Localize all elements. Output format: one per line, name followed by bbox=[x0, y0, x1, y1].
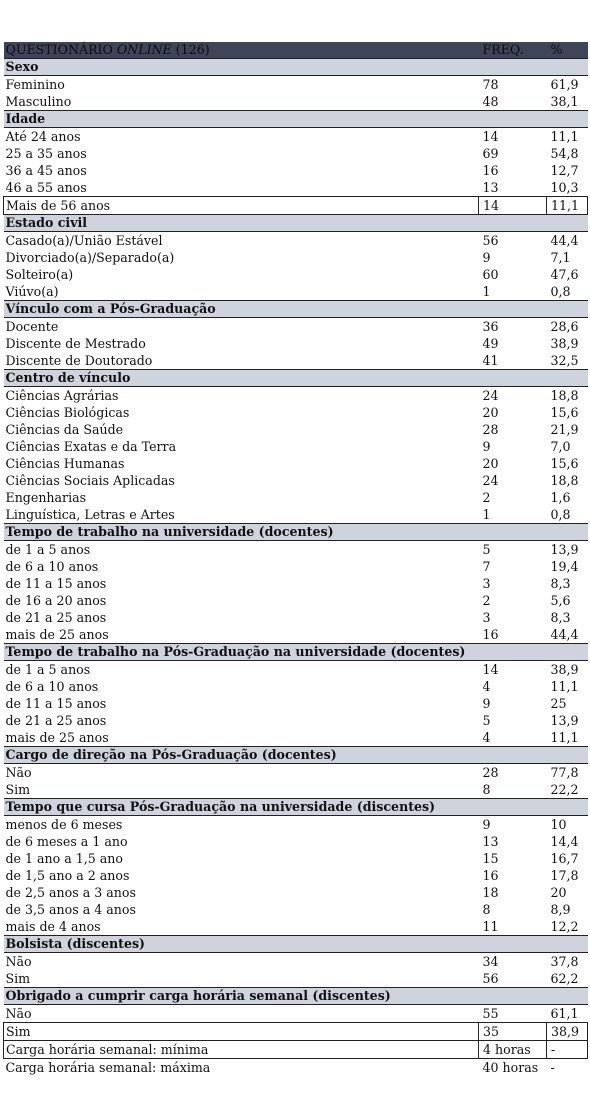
row-label: Sim bbox=[5, 782, 31, 797]
table-row bbox=[4, 283, 588, 301]
row-freq: 1 bbox=[482, 507, 491, 522]
row-label: Discente de Mestrado bbox=[5, 336, 146, 351]
row-pct: 38,9 bbox=[547, 1023, 588, 1041]
row-label: Linguística, Letras e Artes bbox=[5, 507, 175, 522]
row-label: de 21 a 25 anos bbox=[5, 610, 107, 625]
section-title: Idade bbox=[4, 111, 588, 128]
row-pct: - bbox=[547, 1041, 588, 1059]
header-title-italic: ONLINE bbox=[116, 42, 172, 57]
row-pct: 12,7 bbox=[550, 163, 579, 178]
row-freq: 8 bbox=[482, 782, 491, 797]
row-freq: 4 bbox=[482, 679, 491, 694]
table-row bbox=[4, 884, 588, 901]
row-label: Casado(a)/União Estável bbox=[5, 233, 163, 248]
row-pct: 12,2 bbox=[550, 919, 579, 934]
table-header-row bbox=[4, 42, 588, 59]
table-row bbox=[4, 575, 588, 592]
table-row bbox=[4, 489, 588, 506]
header-pct: % bbox=[547, 42, 588, 59]
row-pct: 13,9 bbox=[550, 542, 579, 557]
row-label: Feminino bbox=[5, 77, 65, 92]
section-title: Estado civil bbox=[4, 215, 588, 232]
row-pct: 62,2 bbox=[550, 971, 579, 986]
section-header bbox=[4, 644, 588, 661]
row-pct: 16,7 bbox=[550, 851, 579, 866]
section-title: Bolsista (discentes) bbox=[4, 936, 588, 953]
row-freq: 8 bbox=[482, 902, 491, 917]
row-pct: 17,8 bbox=[550, 868, 579, 883]
row-label: Ciências Sociais Aplicadas bbox=[5, 473, 175, 488]
section-header bbox=[4, 215, 588, 232]
row-freq: 13 bbox=[482, 180, 499, 195]
table-row bbox=[4, 162, 588, 179]
section-title: Cargo de direção na Pós-Graduação (docentes) bbox=[4, 747, 588, 764]
row-label: de 2,5 anos a 3 anos bbox=[5, 885, 136, 900]
section-header bbox=[4, 370, 588, 387]
row-freq: 9 bbox=[482, 696, 491, 711]
table-row bbox=[4, 404, 588, 421]
row-pct: 11,1 bbox=[550, 129, 579, 144]
table-row bbox=[4, 918, 588, 936]
table-row bbox=[4, 609, 588, 626]
section-header bbox=[4, 301, 588, 318]
row-freq: 28 bbox=[482, 422, 499, 437]
row-label: Sim bbox=[4, 1023, 479, 1041]
row-label: Ciências Humanas bbox=[5, 456, 125, 471]
row-pct: 7,0 bbox=[550, 439, 571, 454]
row-pct: 44,4 bbox=[550, 627, 579, 642]
section-header bbox=[4, 936, 588, 953]
row-pct: 38,9 bbox=[550, 662, 579, 677]
row-freq: 5 bbox=[482, 713, 491, 728]
row-label: de 11 a 15 anos bbox=[5, 576, 107, 591]
table-row bbox=[4, 901, 588, 918]
row-label: 46 a 55 anos bbox=[5, 180, 87, 195]
row-pct: 8,3 bbox=[550, 610, 571, 625]
section-header bbox=[4, 747, 588, 764]
section-header bbox=[4, 799, 588, 816]
row-label: Engenharias bbox=[5, 490, 87, 505]
row-label: de 1,5 ano a 2 anos bbox=[5, 868, 130, 883]
row-label: de 1 a 5 anos bbox=[5, 662, 91, 677]
row-pct: - bbox=[550, 1060, 555, 1075]
row-pct: 7,1 bbox=[550, 250, 571, 265]
row-label: Discente de Doutorado bbox=[5, 353, 153, 368]
row-freq: 56 bbox=[482, 971, 499, 986]
row-label: Não bbox=[5, 1006, 32, 1021]
table-row bbox=[4, 249, 588, 266]
row-label: de 11 a 15 anos bbox=[5, 696, 107, 711]
table-row bbox=[4, 712, 588, 729]
row-pct: 38,1 bbox=[550, 94, 579, 109]
row-pct: 77,8 bbox=[550, 765, 579, 780]
table-row bbox=[4, 781, 588, 799]
row-pct: 10 bbox=[550, 817, 567, 832]
row-pct: 32,5 bbox=[550, 353, 579, 368]
row-label: de 1 ano a 1,5 ano bbox=[5, 851, 123, 866]
row-freq: 40 horas bbox=[482, 1060, 539, 1075]
row-pct: 5,6 bbox=[550, 593, 571, 608]
row-freq: 9 bbox=[482, 817, 491, 832]
table-row bbox=[4, 76, 588, 94]
row-label: menos de 6 meses bbox=[5, 817, 123, 832]
row-freq: 69 bbox=[482, 146, 499, 161]
row-label: Até 24 anos bbox=[5, 129, 81, 144]
row-freq: 7 bbox=[482, 559, 491, 574]
row-freq: 78 bbox=[482, 77, 499, 92]
row-freq: 28 bbox=[482, 765, 499, 780]
row-freq: 20 bbox=[482, 405, 499, 420]
table-row bbox=[4, 1059, 588, 1094]
row-label: Ciências Agrárias bbox=[5, 388, 119, 403]
table-row bbox=[4, 128, 588, 146]
row-pct: 18,8 bbox=[550, 388, 579, 403]
table-row bbox=[4, 729, 588, 747]
row-label: de 6 a 10 anos bbox=[5, 559, 99, 574]
row-pct: 61,1 bbox=[550, 1006, 579, 1021]
section-header bbox=[4, 59, 588, 76]
table-row bbox=[4, 232, 588, 250]
table-row bbox=[4, 592, 588, 609]
row-label: 25 a 35 anos bbox=[5, 146, 87, 161]
row-pct: 8,3 bbox=[550, 576, 571, 591]
row-label: mais de 25 anos bbox=[5, 730, 109, 745]
row-freq: 41 bbox=[482, 353, 499, 368]
row-freq: 14 bbox=[482, 129, 499, 144]
section-title: Centro de vínculo bbox=[4, 370, 588, 387]
section-title: Tempo de trabalho na universidade (docentes) bbox=[4, 524, 588, 541]
row-label: 36 a 45 anos bbox=[5, 163, 87, 178]
row-freq: 16 bbox=[482, 868, 499, 883]
table-row bbox=[4, 438, 588, 455]
table-row bbox=[4, 626, 588, 644]
row-label: Não bbox=[5, 765, 32, 780]
table-row bbox=[4, 678, 588, 695]
row-freq: 1 bbox=[482, 284, 491, 299]
row-freq: 48 bbox=[482, 94, 499, 109]
row-label: de 16 a 20 anos bbox=[5, 593, 107, 608]
row-pct: 18,8 bbox=[550, 473, 579, 488]
header-freq: FREQ. bbox=[479, 42, 547, 59]
row-freq: 2 bbox=[482, 490, 491, 505]
section-header bbox=[4, 111, 588, 128]
table-row bbox=[4, 335, 588, 352]
table-body bbox=[4, 59, 588, 1094]
row-freq: 49 bbox=[482, 336, 499, 351]
row-freq: 36 bbox=[482, 319, 499, 334]
table-row bbox=[4, 318, 588, 336]
row-freq: 9 bbox=[482, 439, 491, 454]
table-row bbox=[4, 1041, 588, 1059]
row-pct: 44,4 bbox=[550, 233, 579, 248]
header-title-post: (126) bbox=[171, 42, 210, 57]
row-label: mais de 4 anos bbox=[5, 919, 101, 934]
table-row bbox=[4, 541, 588, 559]
row-label: Carga horária semanal: mínima bbox=[4, 1041, 479, 1059]
row-freq: 16 bbox=[482, 627, 499, 642]
table-row bbox=[4, 387, 588, 405]
table-row bbox=[4, 661, 588, 679]
table-row bbox=[4, 953, 588, 971]
table-row bbox=[4, 970, 588, 988]
section-title: Sexo bbox=[4, 59, 588, 76]
row-pct: 11,1 bbox=[550, 679, 579, 694]
row-pct: 47,6 bbox=[550, 267, 579, 282]
table-row bbox=[4, 850, 588, 867]
row-pct: 54,8 bbox=[550, 146, 579, 161]
table-row bbox=[4, 352, 588, 370]
row-label: de 1 a 5 anos bbox=[5, 542, 91, 557]
table-row bbox=[4, 1005, 588, 1023]
row-pct: 15,6 bbox=[550, 456, 579, 471]
row-pct: 25 bbox=[550, 696, 567, 711]
row-pct: 0,8 bbox=[550, 284, 571, 299]
row-freq: 20 bbox=[482, 456, 499, 471]
section-title: Obrigado a cumprir carga horária semanal (discentes) bbox=[4, 988, 588, 1005]
survey-table bbox=[3, 42, 588, 1093]
row-pct: 38,9 bbox=[550, 336, 579, 351]
row-freq: 3 bbox=[482, 610, 491, 625]
row-label: Não bbox=[5, 954, 32, 969]
row-freq: 60 bbox=[482, 267, 499, 282]
table-row bbox=[4, 93, 588, 111]
row-freq: 3 bbox=[482, 576, 491, 591]
row-label: Divorciado(a)/Separado(a) bbox=[5, 250, 175, 265]
row-label: Masculino bbox=[5, 94, 72, 109]
row-freq: 4 horas bbox=[479, 1041, 547, 1059]
row-freq: 55 bbox=[482, 1006, 499, 1021]
row-label: Mais de 56 anos bbox=[4, 197, 479, 215]
row-freq: 34 bbox=[482, 954, 499, 969]
row-freq: 11 bbox=[482, 919, 499, 934]
table-row bbox=[4, 179, 588, 197]
row-pct: 37,8 bbox=[550, 954, 579, 969]
row-freq: 15 bbox=[482, 851, 499, 866]
row-pct: 8,9 bbox=[550, 902, 571, 917]
row-pct: 19,4 bbox=[550, 559, 579, 574]
table-row bbox=[4, 1023, 588, 1041]
row-label: Ciências Biológicas bbox=[5, 405, 130, 420]
row-label: Carga horária semanal: máxima bbox=[5, 1060, 211, 1075]
section-header bbox=[4, 988, 588, 1005]
row-label: Docente bbox=[5, 319, 59, 334]
row-freq: 18 bbox=[482, 885, 499, 900]
row-freq: 14 bbox=[479, 197, 547, 215]
row-label: mais de 25 anos bbox=[5, 627, 109, 642]
row-label: Ciências da Saúde bbox=[5, 422, 124, 437]
row-pct: 1,6 bbox=[550, 490, 571, 505]
table-row bbox=[4, 695, 588, 712]
row-pct: 61,9 bbox=[550, 77, 579, 92]
section-title: Vínculo com a Pós-Graduação bbox=[4, 301, 588, 318]
row-pct: 0,8 bbox=[550, 507, 571, 522]
row-freq: 14 bbox=[482, 662, 499, 677]
row-label: Solteiro(a) bbox=[5, 267, 74, 282]
table-row bbox=[4, 833, 588, 850]
row-pct: 22,2 bbox=[550, 782, 579, 797]
row-label: de 6 a 10 anos bbox=[5, 679, 99, 694]
row-label: de 21 a 25 anos bbox=[5, 713, 107, 728]
table-row bbox=[4, 506, 588, 524]
table-row bbox=[4, 472, 588, 489]
row-freq: 24 bbox=[482, 388, 499, 403]
row-pct: 10,3 bbox=[550, 180, 579, 195]
row-pct: 11,1 bbox=[547, 197, 588, 215]
row-pct: 13,9 bbox=[550, 713, 579, 728]
row-label: Ciências Exatas e da Terra bbox=[5, 439, 177, 454]
table-row bbox=[4, 455, 588, 472]
row-pct: 15,6 bbox=[550, 405, 579, 420]
row-freq: 56 bbox=[482, 233, 499, 248]
row-pct: 28,6 bbox=[550, 319, 579, 334]
table-row bbox=[4, 266, 588, 283]
header-title bbox=[4, 42, 479, 59]
row-freq: 5 bbox=[482, 542, 491, 557]
row-freq: 16 bbox=[482, 163, 499, 178]
row-freq: 4 bbox=[482, 730, 491, 745]
row-pct: 21,9 bbox=[550, 422, 579, 437]
row-label: de 3,5 anos a 4 anos bbox=[5, 902, 136, 917]
table-row bbox=[4, 421, 588, 438]
section-header bbox=[4, 524, 588, 541]
header-title-pre: QUESTIONÁRIO bbox=[5, 42, 117, 57]
row-freq: 9 bbox=[482, 250, 491, 265]
row-freq: 2 bbox=[482, 593, 491, 608]
table-row bbox=[4, 764, 588, 782]
table-row bbox=[4, 558, 588, 575]
row-freq: 13 bbox=[482, 834, 499, 849]
section-title: Tempo de trabalho na Pós-Graduação na universidade (docentes) bbox=[4, 644, 588, 661]
row-pct: 20 bbox=[550, 885, 567, 900]
row-label: de 6 meses a 1 ano bbox=[5, 834, 128, 849]
row-label: Viúvo(a) bbox=[5, 284, 59, 299]
row-pct: 14,4 bbox=[550, 834, 579, 849]
table-row bbox=[4, 197, 588, 215]
section-title: Tempo que cursa Pós-Graduação na universidade (discentes) bbox=[4, 799, 588, 816]
row-pct: 11,1 bbox=[550, 730, 579, 745]
row-freq: 35 bbox=[479, 1023, 547, 1041]
survey-table-container bbox=[3, 42, 587, 1093]
table-row bbox=[4, 867, 588, 884]
row-label: Sim bbox=[5, 971, 31, 986]
table-row bbox=[4, 816, 588, 834]
table-row bbox=[4, 145, 588, 162]
row-freq: 24 bbox=[482, 473, 499, 488]
